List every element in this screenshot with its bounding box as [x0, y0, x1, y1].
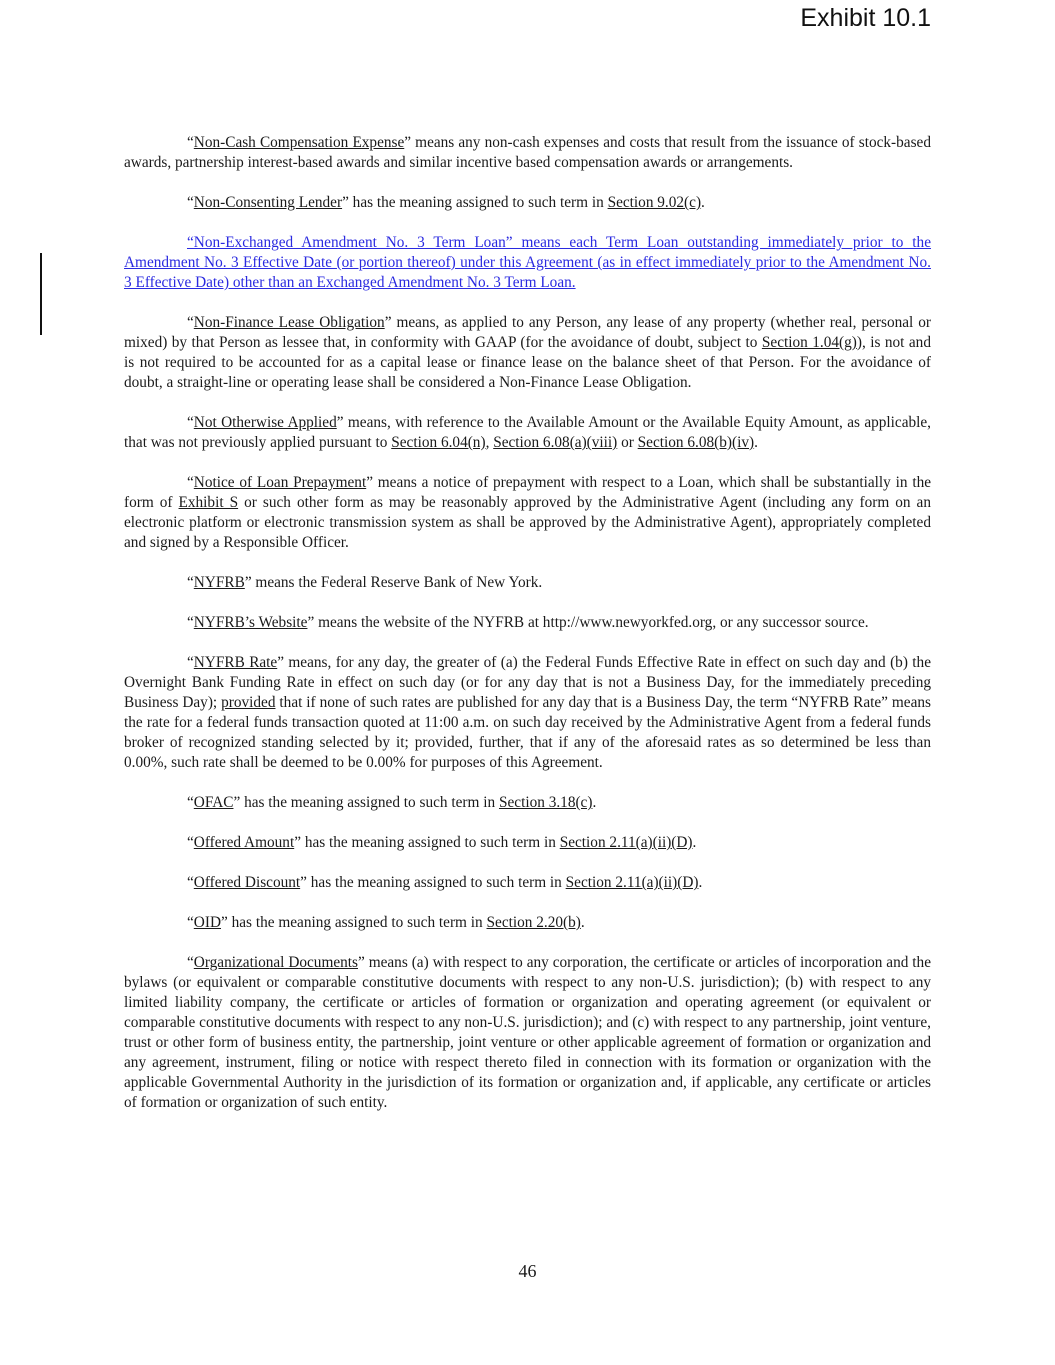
definition-text-end: .: [592, 794, 597, 811]
open-quote: “: [187, 414, 194, 431]
open-quote: “: [187, 794, 194, 811]
definition-not-otherwise-applied: [124, 413, 931, 453]
open-quote: “: [187, 574, 194, 591]
definition-text-end: ), is not and is not required to be accounted for as a capital lease or finance lease on the balance sheet of that Person. For the avoidance of doubt, a straight-line or operating lease shall be considered a Non-Finance Lease Obligation.: [124, 334, 931, 391]
definition-text: ” has the meaning assigned to such term in: [342, 194, 608, 211]
open-quote: “: [187, 314, 194, 331]
definition-nyfrb: [124, 573, 931, 593]
change-bar: [40, 253, 42, 335]
page-number: 46: [518, 1261, 537, 1281]
section-reference: Section 3.18(c): [498, 794, 593, 811]
section-reference: Section 9.02(c): [607, 194, 702, 211]
definition-text: ” has the meaning assigned to such term in: [221, 914, 487, 931]
open-quote: “: [187, 474, 194, 491]
document-body: [124, 133, 931, 1133]
defined-term: Non-Cash Compensation Expense: [193, 134, 405, 151]
definition-non-exchanged-amendment-no-3-term-loan: “Non-Exchanged Amendment No. 3 Term Loan” means each Term Loan outstanding immediately prior to the Amendment No. 3 Effective Date (or portion thereof) under this Agreement (as in effect immediately prior to the Amendment No. 3 Effective Date) other than an Exchanged Amendment No. 3 Term Loan.: [124, 234, 931, 291]
open-quote: “: [187, 874, 194, 891]
section-reference: Section 1.04(g): [761, 334, 857, 351]
definition-offered-amount: [124, 833, 931, 853]
open-quote: “: [187, 134, 194, 151]
definition-text: ” means the Federal Reserve Bank of New York.: [244, 574, 543, 591]
defined-term: Offered Amount: [193, 834, 295, 851]
definition-text-end: .: [692, 834, 697, 851]
definition-nyfrb-rate: [124, 653, 931, 773]
definition-text: ” means, with reference to the Available Amount or the Available Equity Amount, as applicable, that was not previously applied pursuant to: [124, 414, 931, 451]
definition-non-cash-compensation-expense: [124, 133, 931, 173]
separator: ,: [485, 434, 494, 451]
separator: or: [617, 434, 638, 451]
section-reference: Section 6.08(a)(viii): [493, 434, 618, 451]
section-reference: Section 6.04(n): [391, 434, 486, 451]
defined-term: Not Otherwise Applied: [193, 414, 337, 431]
exhibit-reference: Exhibit S: [178, 494, 239, 511]
defined-term: NYFRB Rate: [193, 654, 278, 671]
defined-term: Non-Consenting Lender: [193, 194, 343, 211]
open-quote: “: [187, 914, 194, 931]
proviso-term: provided: [221, 694, 276, 711]
defined-term: Offered Discount: [193, 874, 301, 891]
section-reference: Section 6.08(b)(iv): [637, 434, 755, 451]
definition-text: ” means the website of the NYFRB at http://www.newyorkfed.org, or any successor source.: [307, 614, 869, 631]
definition-text: ” has the meaning assigned to such term in: [233, 794, 499, 811]
open-quote: “: [187, 954, 194, 971]
definition-text-end: .: [701, 194, 705, 211]
definition-organizational-documents: [124, 953, 931, 1113]
defined-term: Non-Finance Lease Obligation: [193, 314, 385, 331]
open-quote: “: [187, 614, 194, 631]
definition-text: ” means (a) with respect to any corporation, the certificate or articles of incorporation and the bylaws (or equivalent or comparable constitutive documents with respect to any non-U.S. jurisdiction); (b) with respect to any limited liability company, the certificate or articles of formation or organization and operating agreement (or equivalent or comparable constitutive documents with respect to any non-U.S. jurisdiction); and (c) with respect to any partnership, joint venture, trust or other form of business entity, the partnership, joint venture or other applicable agreement of formation or organization and any agreement, instrument, filing or notice with respect thereto filed in connection with its formation or organization with the applicable Governmental Authority in the jurisdiction of its formation or organization and, if applicable, any certificate or articles of formation or organization of such entity.: [124, 954, 931, 1111]
defined-term: NYFRB’s Website: [193, 614, 308, 631]
definition-text: ” means any non-cash expenses and costs that result from the issuance of stock-based awards, partnership interest-based awards and similar incentive based compensation awards or arrangements.: [124, 134, 931, 171]
definition-notice-of-loan-prepayment: [124, 473, 931, 553]
section-reference: Section 2.11(a)(ii)(D): [559, 834, 693, 851]
definition-text: ” means a notice of prepayment with respect to a Loan, which shall be substantially in the form of: [124, 474, 932, 511]
open-quote: “: [187, 834, 194, 851]
definition-nyfrb-website: [124, 613, 931, 633]
definition-non-finance-lease-obligation: [124, 313, 931, 393]
definition-text: ” means, as applied to any Person, any lease of any property (whether real, personal or mixed) by that Person as lessee that, in conformity with GAAP (for the avoidance of doubt, subject to: [124, 314, 931, 351]
definition-offered-discount: [124, 873, 931, 893]
definition-non-consenting-lender: [124, 193, 931, 213]
defined-term: OFAC: [193, 794, 234, 811]
definition-text-end: .: [754, 434, 758, 451]
definition-text: ” has the meaning assigned to such term in: [300, 874, 566, 891]
defined-term: NYFRB: [193, 574, 245, 591]
definition-text-end: .: [698, 874, 703, 891]
defined-term: OID: [193, 914, 221, 931]
section-reference: Section 2.20(b): [486, 914, 581, 931]
definition-text: ” means, for any day, the greater of (a) the Federal Funds Effective Rate in effect on such day and (b) the Overnight Bank Funding Rate in effect on such day (or for any day that is not a Business Day, for the immediately preceding Business Day);: [124, 654, 931, 711]
defined-term: Notice of Loan Prepayment: [193, 474, 367, 491]
definition-text-end: or such other form as may be reasonably approved by the Administrative Agent (including any form on an electronic platform or electronic transmission system as shall be approved by the Administrative Agent), appropriately completed and signed by a Responsible Officer.: [124, 494, 931, 551]
defined-term: Organizational Documents: [193, 954, 358, 971]
definition-text: ” has the meaning assigned to such term in: [294, 834, 560, 851]
definition-oid: [124, 913, 931, 933]
section-reference: Section 2.11(a)(ii)(D): [565, 874, 699, 891]
open-quote: “: [187, 194, 194, 211]
definition-text-end: .: [580, 914, 585, 931]
definition-ofac: [124, 793, 931, 813]
exhibit-label: Exhibit 10.1: [800, 4, 931, 32]
definition-text-end: that if none of such rates are published for any day that is a Business Day, the term “NYFRB Rate” means the rate for a federal funds transaction quoted at 11:00 a.m. on such day received by the Administrative Agent from a federal funds broker of recognized standing selected by it; provided, further, that if any of the aforesaid rates as so determined be less than 0.00%, such rate shall be deemed to be 0.00% for purposes of this Agreement.: [124, 694, 931, 771]
open-quote: “: [187, 654, 194, 671]
